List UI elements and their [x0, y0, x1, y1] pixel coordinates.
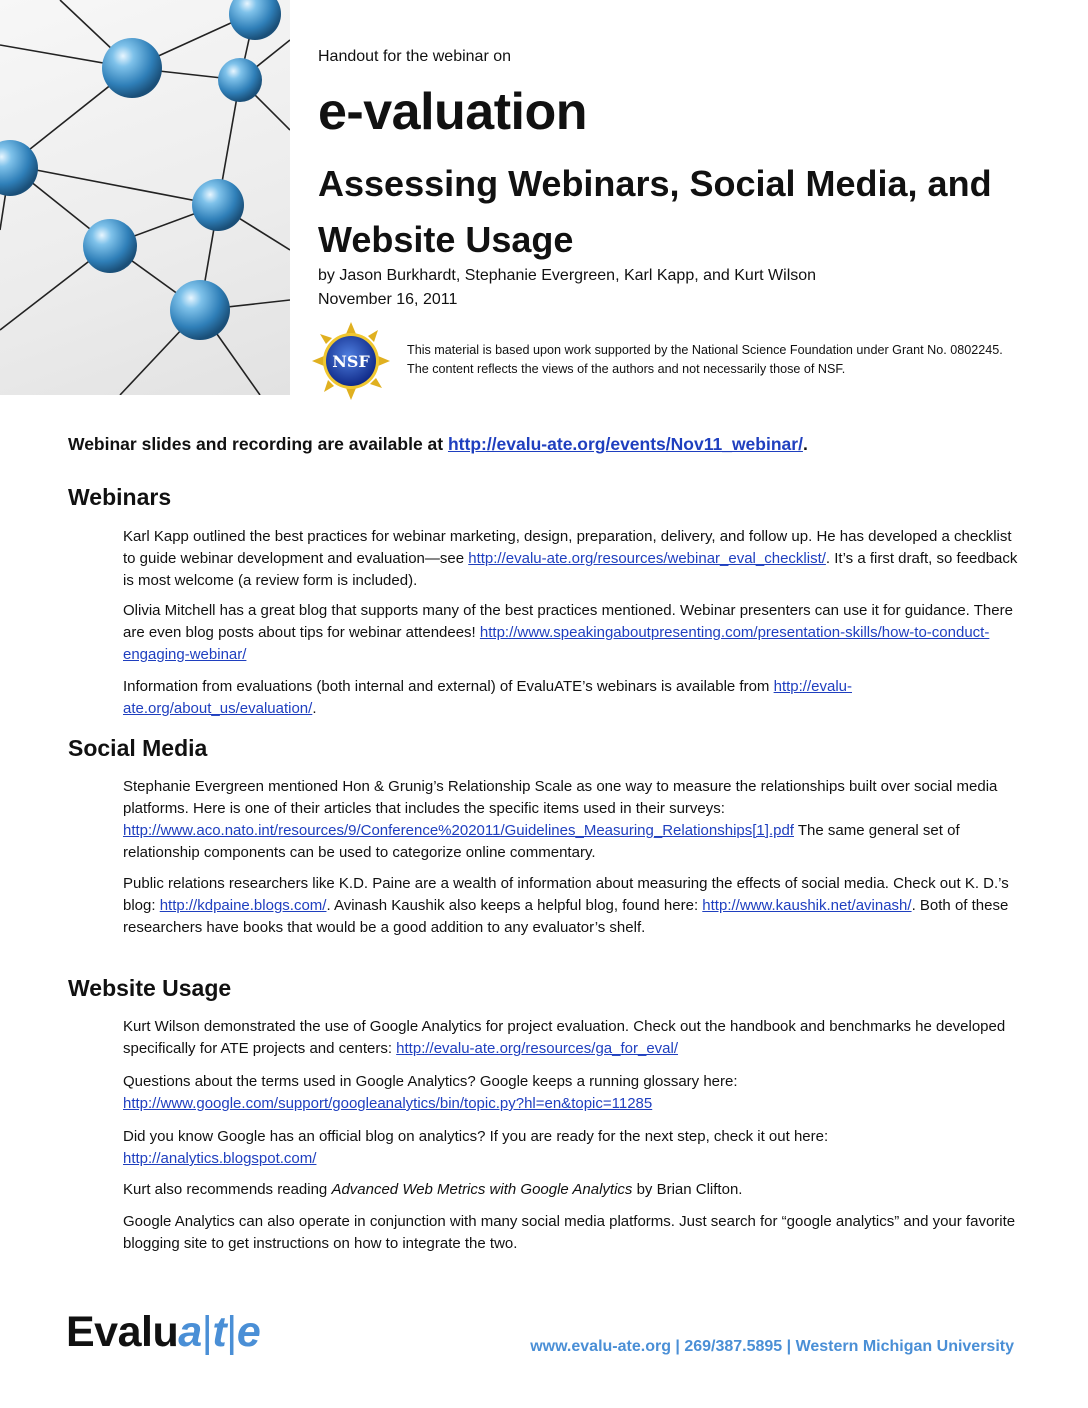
authors-line: by Jason Burkhardt, Stephanie Evergreen, Karl Kapp, and Kurt Wilson	[318, 267, 817, 284]
authors-block	[318, 264, 816, 312]
evaluate-logo: Evalua|t|e	[66, 1308, 261, 1356]
google-glossary-link[interactable]: http://www.google.com/support/googleanalytics/bin/topic.py?hl=en&topic=11285	[123, 1095, 653, 1112]
section-heading-webinars: Webinars	[68, 484, 172, 510]
network-spheres-image	[0, 0, 290, 395]
website-paragraph-4: Kurt also recommends reading Advanced Web Metrics with Google Analytics by Brian Clifton.	[123, 1181, 743, 1198]
section-heading-social-media: Social Media	[68, 735, 208, 761]
kdpaine-blog-link[interactable]: http://kdpaine.blogs.com/	[159, 897, 327, 914]
relationships-guidelines-link[interactable]: http://www.aco.nato.int/resources/9/Conference%202011/Guidelines_Measuring_Relationships[1].pdf	[123, 822, 794, 839]
availability-text: Webinar slides and recording are available at	[68, 434, 448, 454]
webinars-paragraph-3: Information from evaluations (both internal and external) of EvaluATE’s webinars is available from http://evalu-ate.org/about_us/evaluation/.	[123, 678, 852, 717]
website-paragraph-2: Questions about the terms used in Google Analytics? Google keeps a running glossary here: http://www.google.com/support/googleanalytics/bin/topic.py?hl=en&topic=11285	[123, 1073, 738, 1112]
handout-kicker: Handout for the webinar on	[318, 48, 512, 65]
website-paragraph-1: Kurt Wilson demonstrated the use of Google Analytics for project evaluation. Check out the handbook and benchmarks he developed specifically for ATE projects and centers: http://evalu-ate.org/resources/ga_for_eval/	[123, 1018, 1006, 1057]
svg-text:NSF: NSF	[332, 352, 370, 371]
website-paragraph-5: Google Analytics can also operate in conjunction with many social media platforms. Just search for “google analytics” and your favorite blogging site to get instructions on how to integrate the two.	[123, 1213, 1016, 1252]
ga-for-eval-link[interactable]: http://evalu-ate.org/resources/ga_for_eval/	[396, 1040, 679, 1057]
nsf-funding-note: This material is based upon work supported by the National Science Foundation under Grant No. 0802245. The content reflects the views of the authors and not necessarily those of NSF.	[407, 343, 1003, 376]
webinars-paragraph-2: Olivia Mitchell has a great blog that supports many of the best practices mentioned. Webinar presenters can use it for guidance. There are even blog posts about tips for webinar attendees! http://www.speakingaboutpresenting.com/presentation-skills/how-to-conduct-engaging-webinar/	[123, 602, 1013, 663]
webinar-recording-link[interactable]: http://evalu-ate.org/events/Nov11_webinar/	[447, 434, 803, 454]
page-title: e-valuation	[318, 83, 587, 141]
page-subtitle: Assessing Webinars, Social Media, and Website Usage	[318, 163, 992, 260]
nsf-logo-icon	[312, 322, 390, 400]
social-paragraph-2: Public relations researchers like K.D. Paine are a wealth of information about measuring the effects of social media. Check out K. D.’s blog: http://kdpaine.blogs.com/. Avinash Kaushik also keeps a helpful blog, found here: http://www.kaushik.net/avinash/. Both of these researchers have books that would be a good addition to any evaluator’s shelf.	[123, 875, 1009, 936]
social-paragraph-1: Stephanie Evergreen mentioned Hon & Grunig’s Relationship Scale as one way to measure the relationships built over social media platforms. Here is one of their articles that includes the specific items used in their surveys: http://www.aco.nato.int/resources/9/Conference%202011/Guidelines_Measuring_Relationships[1].pdf The same general set of relationship components can be used to categorize online commentary.	[123, 778, 998, 861]
date-line: November 16, 2011	[318, 291, 458, 308]
book-title: Advanced Web Metrics with Google Analytics	[331, 1181, 633, 1198]
section-heading-website-usage: Website Usage	[68, 975, 232, 1001]
network-graphic	[0, 0, 290, 395]
evaluation-page-link[interactable]: http://evalu-ate.org/about_us/evaluation/	[123, 678, 852, 717]
website-paragraph-3: Did you know Google has an official blog on analytics? If you are ready for the next step, check it out here: http://analytics.blogspot.com/	[123, 1128, 829, 1167]
webinar-checklist-link[interactable]: http://evalu-ate.org/resources/webinar_eval_checklist/	[468, 550, 826, 567]
analytics-blog-link[interactable]: http://analytics.blogspot.com/	[123, 1150, 317, 1167]
webinars-paragraph-1: Karl Kapp outlined the best practices for webinar marketing, design, preparation, delivery, and follow up. He has developed a checklist to guide webinar development and evaluation—see http://evalu-ate.org/resources/webinar_eval_checklist/. It’s a first draft, so feedback is most welcome (a review form is included).	[123, 528, 1018, 589]
kaushik-blog-link[interactable]: http://www.kaushik.net/avinash/	[702, 897, 912, 914]
availability-line: Webinar slides and recording are available at http://evalu-ate.org/events/Nov11_webinar/.	[68, 434, 808, 454]
footer-contact-info: www.evalu-ate.org | 269/387.5895 | Western Michigan University	[530, 1338, 1014, 1355]
speaking-about-presenting-link[interactable]: http://www.speakingaboutpresenting.com/presentation-skills/how-to-conduct-engaging-webinar/	[123, 624, 990, 663]
